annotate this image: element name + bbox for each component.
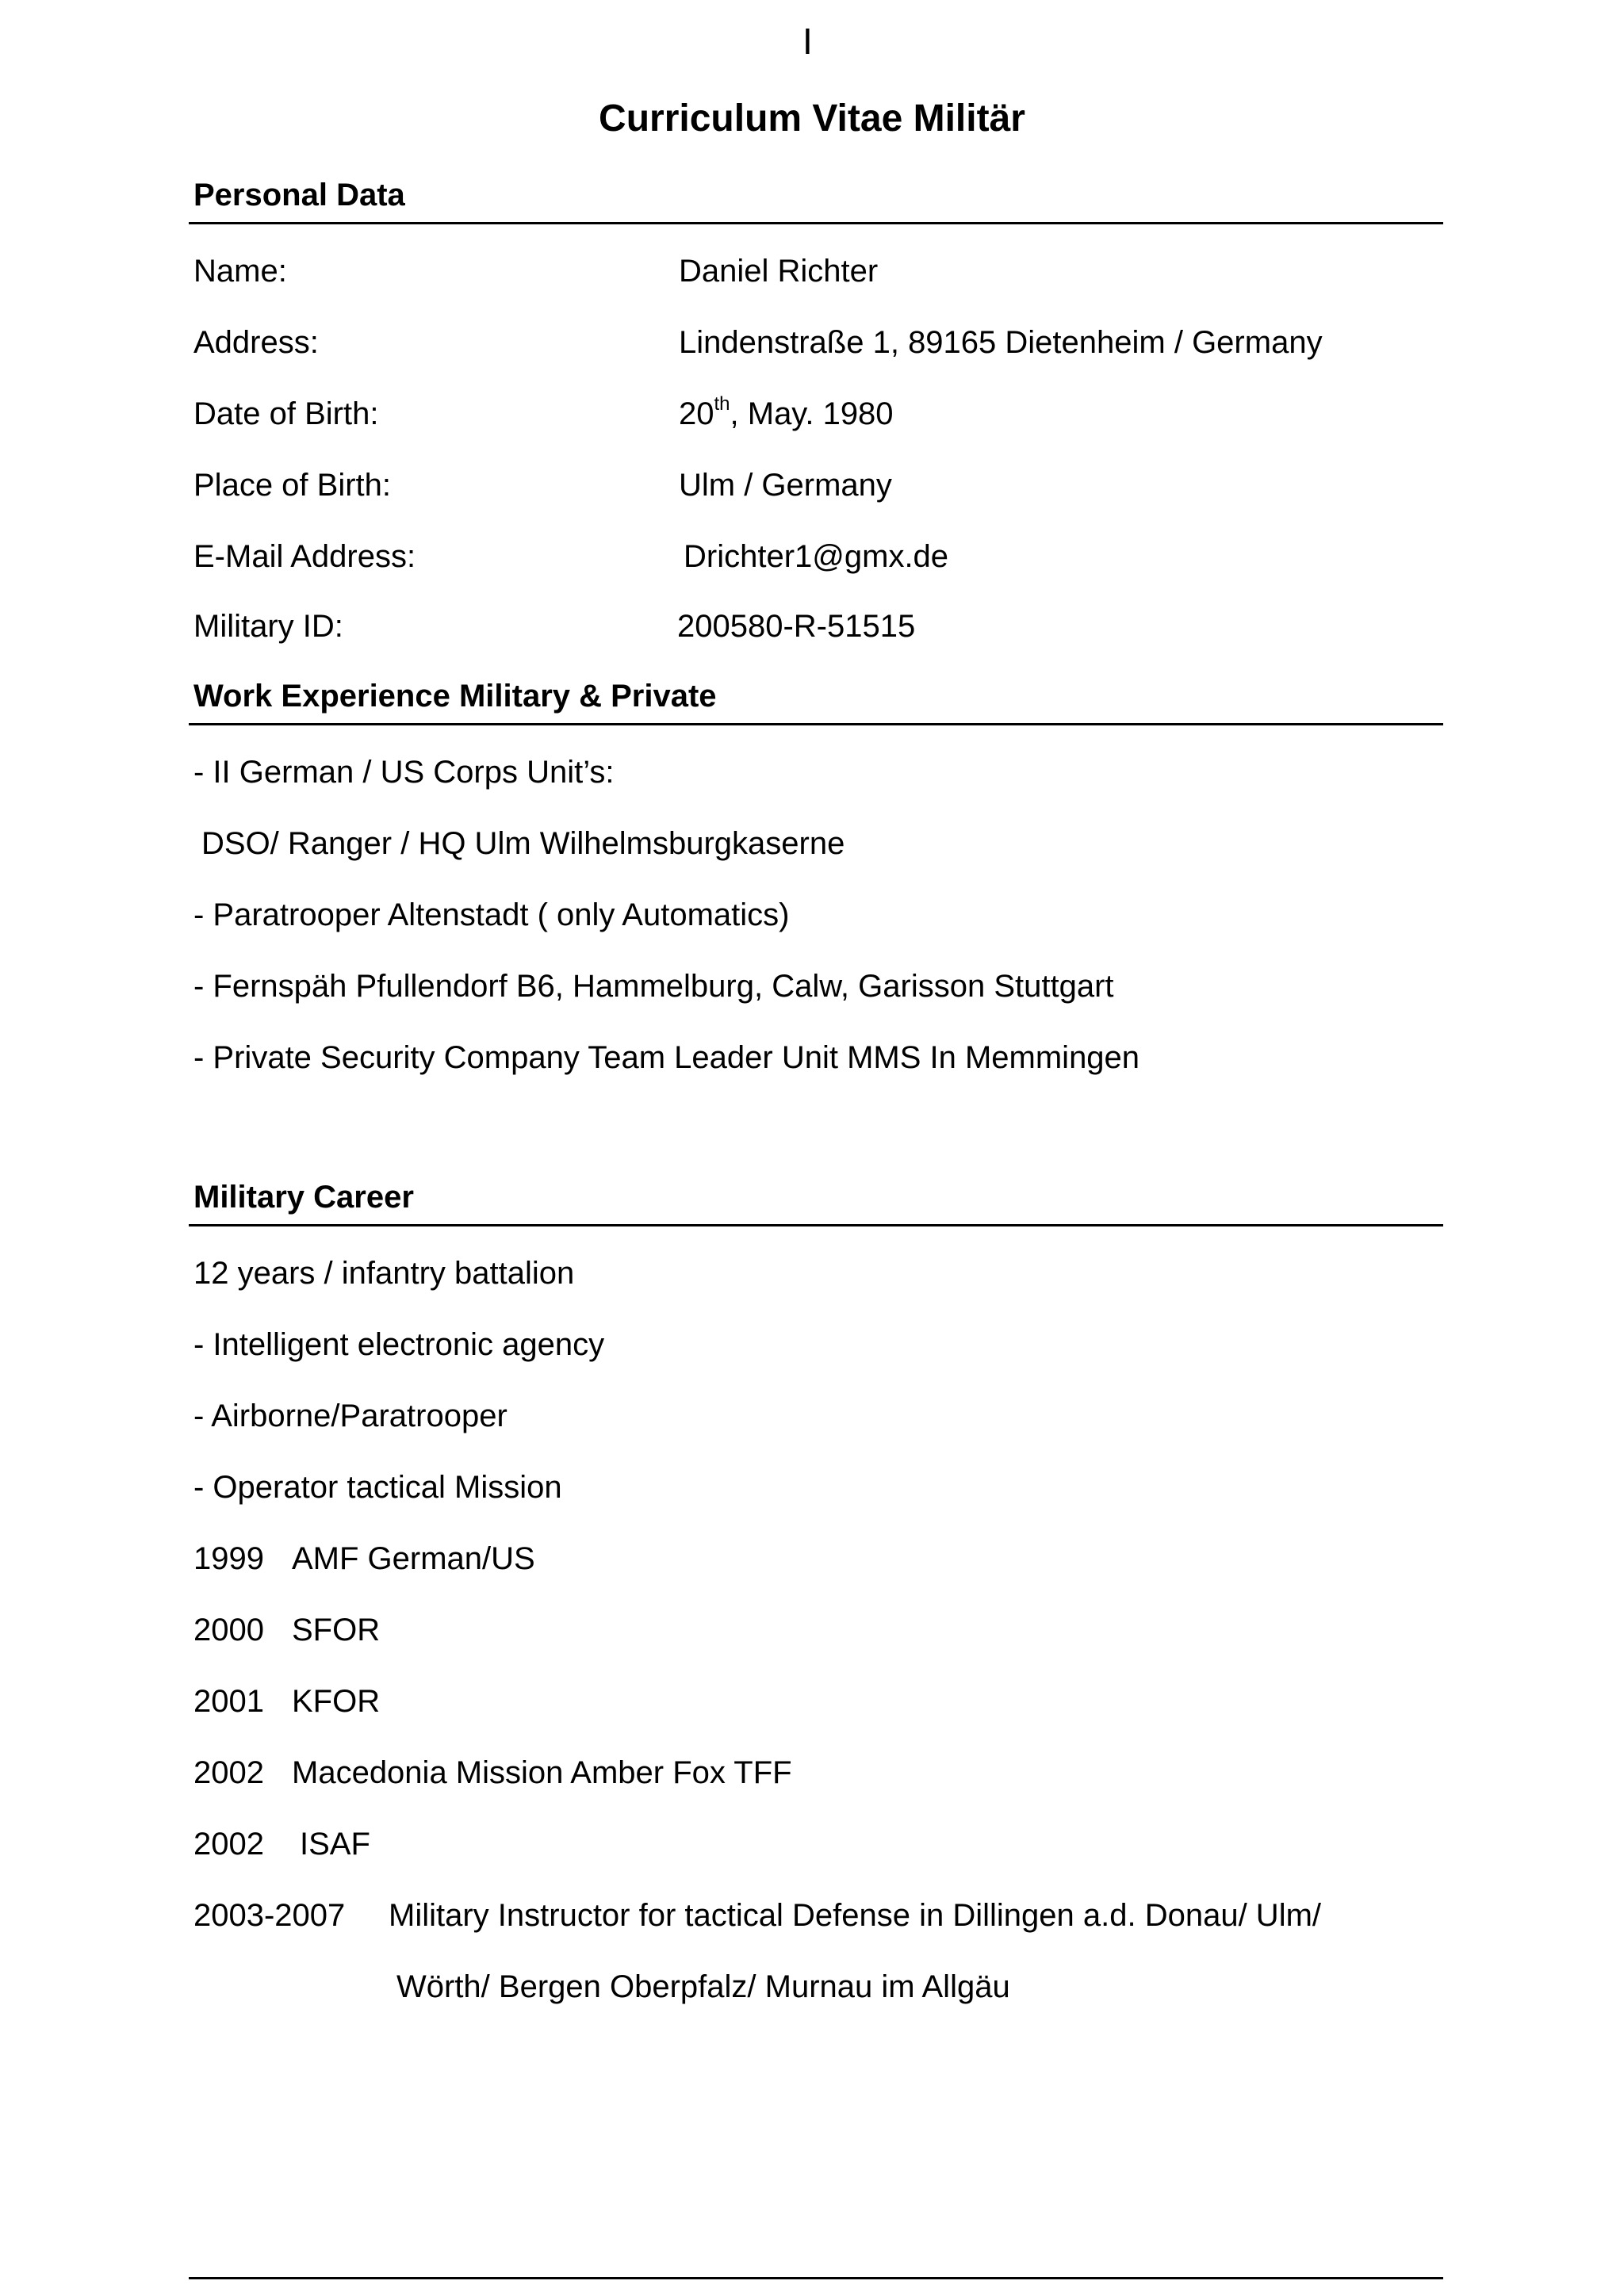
military-id-label: Military ID:: [193, 609, 343, 644]
mission-description: KFOR: [292, 1684, 381, 1719]
work-experience-item: - Private Security Company Team Leader Unit MMS In Memmingen: [193, 1040, 1140, 1075]
work-experience-item: DSO/ Ranger / HQ Ulm Wilhelmsburgkaserne: [201, 826, 845, 861]
footer-divider: [189, 2277, 1443, 2279]
page-marker: I: [802, 21, 813, 62]
email-label: E-Mail Address:: [193, 539, 416, 574]
section-heading-personal-data: Personal Data: [193, 178, 405, 212]
name-value: Daniel Richter: [679, 254, 879, 289]
mission-year: 2003-2007: [193, 1898, 346, 1933]
mission-year: 1999: [193, 1541, 264, 1576]
work-experience-item: - Paratrooper Altenstadt ( only Automatics): [193, 897, 790, 932]
dob-rest: , May. 1980: [730, 396, 894, 431]
place-of-birth-value: Ulm / Germany: [679, 468, 892, 503]
section-heading-military-career: Military Career: [193, 1180, 414, 1215]
address-label: Address:: [193, 325, 319, 360]
career-item: - Operator tactical Mission: [193, 1470, 562, 1505]
career-item: 12 years / infantry battalion: [193, 1256, 575, 1291]
mission-description: Macedonia Mission Amber Fox TFF: [292, 1755, 792, 1790]
military-id-value: 200580-R-51515: [677, 609, 916, 644]
career-item: - Airborne/Paratrooper: [193, 1399, 508, 1433]
date-of-birth-value: [679, 393, 894, 434]
mission-description-continuation: Wörth/ Bergen Oberpfalz/ Murnau im Allgäu: [396, 1969, 1010, 2004]
section-heading-work-experience: Work Experience Military & Private: [193, 679, 717, 714]
mission-year: 2002: [193, 1827, 264, 1862]
mission-year: 2002: [193, 1755, 264, 1790]
mission-description: AMF German/US: [292, 1541, 535, 1576]
mission-year: 2000: [193, 1613, 264, 1647]
section-divider: [189, 723, 1443, 725]
career-item: - Intelligent electronic agency: [193, 1327, 605, 1362]
address-value: Lindenstraße 1, 89165 Dietenheim / Germany: [679, 325, 1323, 360]
name-label: Name:: [193, 254, 287, 289]
work-experience-item: - II German / US Corps Unit’s:: [193, 755, 615, 790]
place-of-birth-label: Place of Birth:: [193, 468, 392, 503]
email-value: Drichter1@gmx.de: [684, 539, 949, 574]
work-experience-item: - Fernspäh Pfullendorf B6, Hammelburg, Calw, Garisson Stuttgart: [193, 969, 1114, 1004]
mission-description: Military Instructor for tactical Defense in Dillingen a.d. Donau/ Ulm/: [389, 1898, 1322, 1933]
section-divider: [189, 1224, 1443, 1226]
dob-day-suffix: th: [714, 393, 730, 415]
dob-day: 20: [679, 396, 714, 431]
section-divider: [189, 222, 1443, 224]
mission-year: 2001: [193, 1684, 264, 1719]
mission-description: SFOR: [292, 1613, 381, 1647]
mission-description: ISAF: [300, 1827, 370, 1862]
date-of-birth-label: Date of Birth:: [193, 396, 379, 431]
document-title: Curriculum Vitae Militär: [599, 98, 1025, 140]
